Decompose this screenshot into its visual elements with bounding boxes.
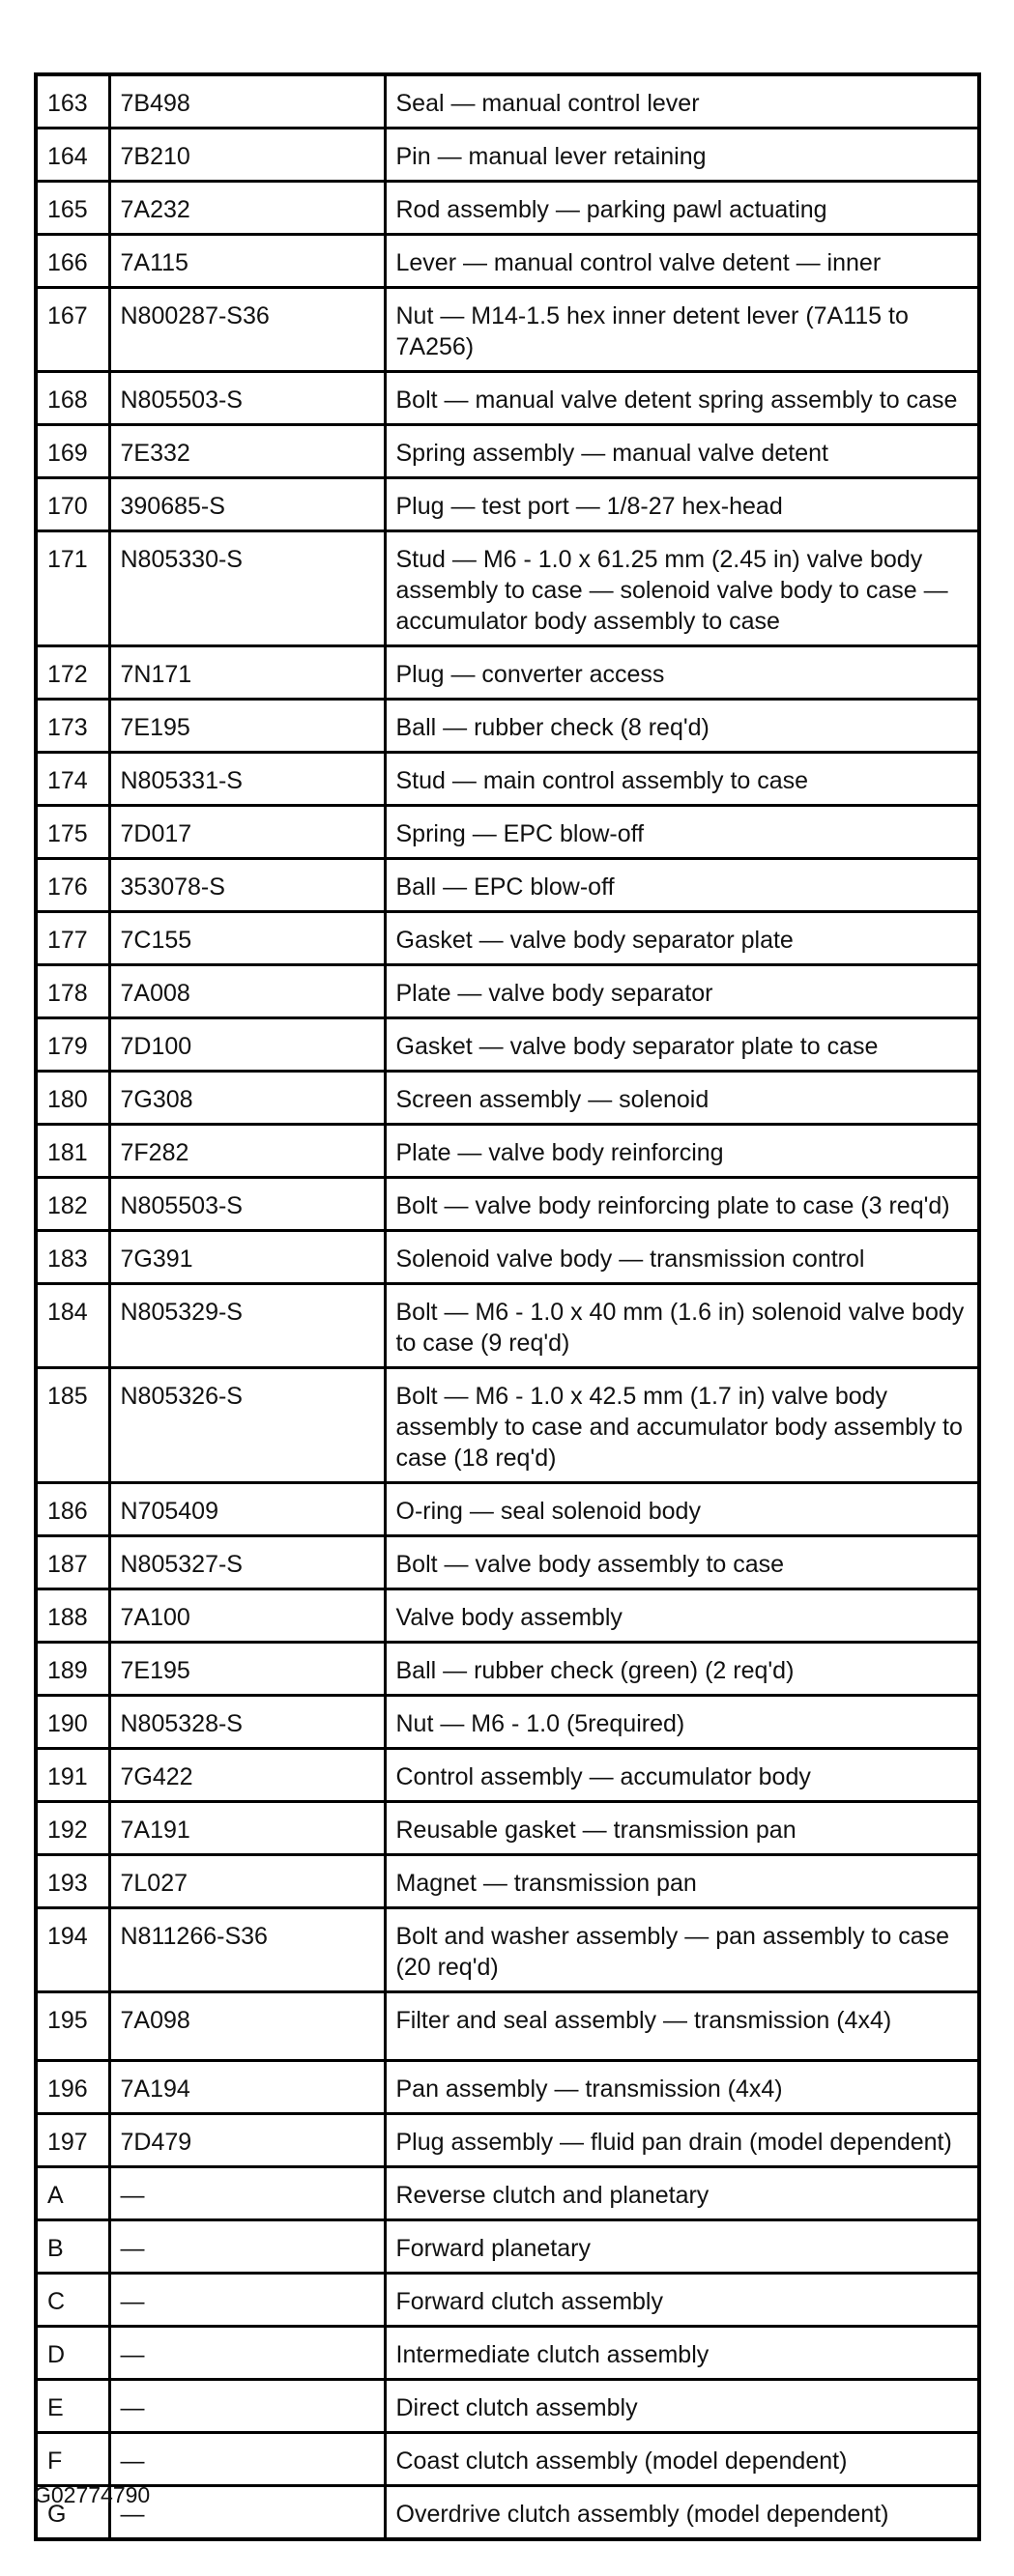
table-row [36,1992,979,2061]
table-row [36,129,979,182]
table-row [36,1231,979,1284]
part-number-cell: 7N171 [109,646,385,700]
item-number-cell: 196 [36,2061,109,2114]
table-row [36,2380,979,2433]
table-row [36,2486,979,2540]
part-number-cell: N705409 [109,1483,385,1536]
part-number-cell: 7D100 [109,1018,385,1072]
item-number-cell: 187 [36,1536,109,1589]
part-number-cell: 7E332 [109,425,385,478]
description-cell: Stud — M6 - 1.0 x 61.25 mm (2.45 in) valve body assembly to case — solenoid valve body to case — accumulator body assembly to case [385,531,979,646]
part-number-cell: N805330-S [109,531,385,646]
image-id: G02774790 [34,2482,151,2507]
description-cell: Pan assembly — transmission (4x4) [385,2061,979,2114]
item-number-cell: 174 [36,753,109,806]
description-cell: Direct clutch assembly [385,2380,979,2433]
table-row [36,235,979,288]
description-cell: Nut — M14-1.5 hex inner detent lever (7A115 to 7A256) [385,288,979,372]
part-number-cell: 7A191 [109,1802,385,1855]
part-number-cell: N811266-S36 [109,1908,385,1992]
part-number-cell: 7D479 [109,2114,385,2167]
part-number-cell: N805329-S [109,1284,385,1368]
table-row [36,2167,979,2220]
part-number-cell: 7A115 [109,235,385,288]
item-number-cell: 195 [36,1992,109,2061]
item-number-cell: 175 [36,806,109,859]
table-row [36,2433,979,2486]
description-cell: Gasket — valve body separator plate [385,912,979,965]
item-number-cell: 186 [36,1483,109,1536]
part-number-cell: N805328-S [109,1696,385,1749]
item-number-cell: 185 [36,1368,109,1483]
part-number-cell: N800287-S36 [109,288,385,372]
table-row [36,859,979,912]
item-number-cell: D [36,2327,109,2380]
item-number-cell: E [36,2380,109,2433]
table-row [36,1696,979,1749]
description-cell: Ball — rubber check (8 req'd) [385,700,979,753]
table-row [36,1855,979,1908]
item-number-cell: 191 [36,1749,109,1802]
item-number-cell: 183 [36,1231,109,1284]
table-row [36,1802,979,1855]
table-row [36,806,979,859]
item-number-cell: 189 [36,1643,109,1696]
item-number-cell: 170 [36,478,109,531]
part-number-cell: — [109,2486,385,2540]
description-cell: Plug assembly — fluid pan drain (model dependent) [385,2114,979,2167]
item-number-cell: 184 [36,1284,109,1368]
part-number-cell: 7G391 [109,1231,385,1284]
table-row [36,646,979,700]
part-number-cell: — [109,2220,385,2274]
part-number-cell: 7G422 [109,1749,385,1802]
item-number-cell: F [36,2433,109,2486]
item-number-cell: 182 [36,1178,109,1231]
parts-table-body [36,74,979,2539]
description-cell: Magnet — transmission pan [385,1855,979,1908]
description-cell: Plug — converter access [385,646,979,700]
description-cell: Ball — rubber check (green) (2 req'd) [385,1643,979,1696]
table-row [36,372,979,425]
part-number-cell: 7G308 [109,1072,385,1125]
item-number-cell: 166 [36,235,109,288]
description-cell: Bolt — M6 - 1.0 x 40 mm (1.6 in) solenoid valve body to case (9 req'd) [385,1284,979,1368]
item-number-cell: 190 [36,1696,109,1749]
part-number-cell: 7B498 [109,74,385,129]
description-cell: Reverse clutch and planetary [385,2167,979,2220]
item-number-cell: 163 [36,74,109,129]
table-row [36,1284,979,1368]
item-number-cell: 188 [36,1589,109,1643]
part-number-cell: N805503-S [109,1178,385,1231]
item-number-cell: 173 [36,700,109,753]
part-number-cell: 353078-S [109,859,385,912]
table-row [36,1643,979,1696]
table-row [36,425,979,478]
description-cell: Bolt and washer assembly — pan assembly to case (20 req'd) [385,1908,979,1992]
item-number-cell: A [36,2167,109,2220]
table-row [36,1018,979,1072]
part-number-cell: 7F282 [109,1125,385,1178]
description-cell: Valve body assembly [385,1589,979,1643]
item-number-cell: 176 [36,859,109,912]
description-cell: Bolt — valve body assembly to case [385,1536,979,1589]
description-cell: Rod assembly — parking pawl actuating [385,182,979,235]
part-number-cell: 7E195 [109,1643,385,1696]
table-row [36,1536,979,1589]
table-row [36,1589,979,1643]
part-number-cell: N805327-S [109,1536,385,1589]
description-cell: Pin — manual lever retaining [385,129,979,182]
table-row [36,182,979,235]
item-number-cell: 181 [36,1125,109,1178]
table-row [36,1072,979,1125]
part-number-cell: 7A232 [109,182,385,235]
description-cell: Plate — valve body reinforcing [385,1125,979,1178]
table-row [36,74,979,129]
table-row [36,478,979,531]
table-row [36,1125,979,1178]
part-number-cell: 7A194 [109,2061,385,2114]
description-cell: Solenoid valve body — transmission control [385,1231,979,1284]
item-number-cell: B [36,2220,109,2274]
description-cell: Control assembly — accumulator body [385,1749,979,1802]
description-cell: Bolt — manual valve detent spring assembly to case [385,372,979,425]
item-number-cell: 193 [36,1855,109,1908]
table-row [36,1368,979,1483]
description-cell: Seal — manual control lever [385,74,979,129]
table-row [36,753,979,806]
item-number-cell: 179 [36,1018,109,1072]
item-number-cell: 192 [36,1802,109,1855]
table-row [36,1749,979,1802]
table-row [36,2114,979,2167]
item-number-cell: 197 [36,2114,109,2167]
description-cell: O-ring — seal solenoid body [385,1483,979,1536]
part-number-cell: 7B210 [109,129,385,182]
description-cell: Overdrive clutch assembly (model dependent) [385,2486,979,2540]
part-number-cell: N805326-S [109,1368,385,1483]
part-number-cell: 7L027 [109,1855,385,1908]
description-cell: Spring — EPC blow-off [385,806,979,859]
item-number-cell: C [36,2274,109,2327]
parts-table [34,72,981,2541]
part-number-cell: N805503-S [109,372,385,425]
part-number-cell: 390685-S [109,478,385,531]
part-number-cell: 7A008 [109,965,385,1018]
item-number-cell: 180 [36,1072,109,1125]
item-number-cell: 164 [36,129,109,182]
table-row [36,1483,979,1536]
description-cell: Ball — EPC blow-off [385,859,979,912]
description-cell: Coast clutch assembly (model dependent) [385,2433,979,2486]
item-number-cell: 171 [36,531,109,646]
item-number-cell: 194 [36,1908,109,1992]
table-row [36,2061,979,2114]
table-row [36,1908,979,1992]
table-row [36,288,979,372]
description-cell: Spring assembly — manual valve detent [385,425,979,478]
item-number-cell: 172 [36,646,109,700]
part-number-cell: 7E195 [109,700,385,753]
description-cell: Reusable gasket — transmission pan [385,1802,979,1855]
item-number-cell: 168 [36,372,109,425]
table-row [36,700,979,753]
description-cell: Screen assembly — solenoid [385,1072,979,1125]
description-cell: Stud — main control assembly to case [385,753,979,806]
item-number-cell: 169 [36,425,109,478]
part-number-cell: 7A100 [109,1589,385,1643]
description-cell: Plate — valve body separator [385,965,979,1018]
table-row [36,1178,979,1231]
table-row [36,2327,979,2380]
table-row [36,2274,979,2327]
part-number-cell: 7D017 [109,806,385,859]
item-number-cell: 178 [36,965,109,1018]
table-row [36,531,979,646]
table-row [36,2220,979,2274]
description-cell: Plug — test port — 1/8-27 hex-head [385,478,979,531]
part-number-cell: N805331-S [109,753,385,806]
part-number-cell: — [109,2380,385,2433]
item-number-cell: 177 [36,912,109,965]
item-number-cell: 165 [36,182,109,235]
part-number-cell: 7A098 [109,1992,385,2061]
description-cell: Gasket — valve body separator plate to case [385,1018,979,1072]
description-cell: Forward clutch assembly [385,2274,979,2327]
description-cell: Nut — M6 - 1.0 (5required) [385,1696,979,1749]
part-number-cell: — [109,2433,385,2486]
description-cell: Bolt — valve body reinforcing plate to case (3 req'd) [385,1178,979,1231]
table-row [36,912,979,965]
description-cell: Lever — manual control valve detent — inner [385,235,979,288]
item-number-cell: G [36,2486,109,2540]
description-cell: Bolt — M6 - 1.0 x 42.5 mm (1.7 in) valve body assembly to case and accumulator body assembly to case (18 req'd) [385,1368,979,1483]
description-cell: Filter and seal assembly — transmission (4x4) [385,1992,979,2061]
part-number-cell: — [109,2274,385,2327]
description-cell: Intermediate clutch assembly [385,2327,979,2380]
table-row [36,965,979,1018]
item-number-cell: 167 [36,288,109,372]
part-number-cell: — [109,2167,385,2220]
part-number-cell: 7C155 [109,912,385,965]
description-cell: Forward planetary [385,2220,979,2274]
part-number-cell: — [109,2327,385,2380]
